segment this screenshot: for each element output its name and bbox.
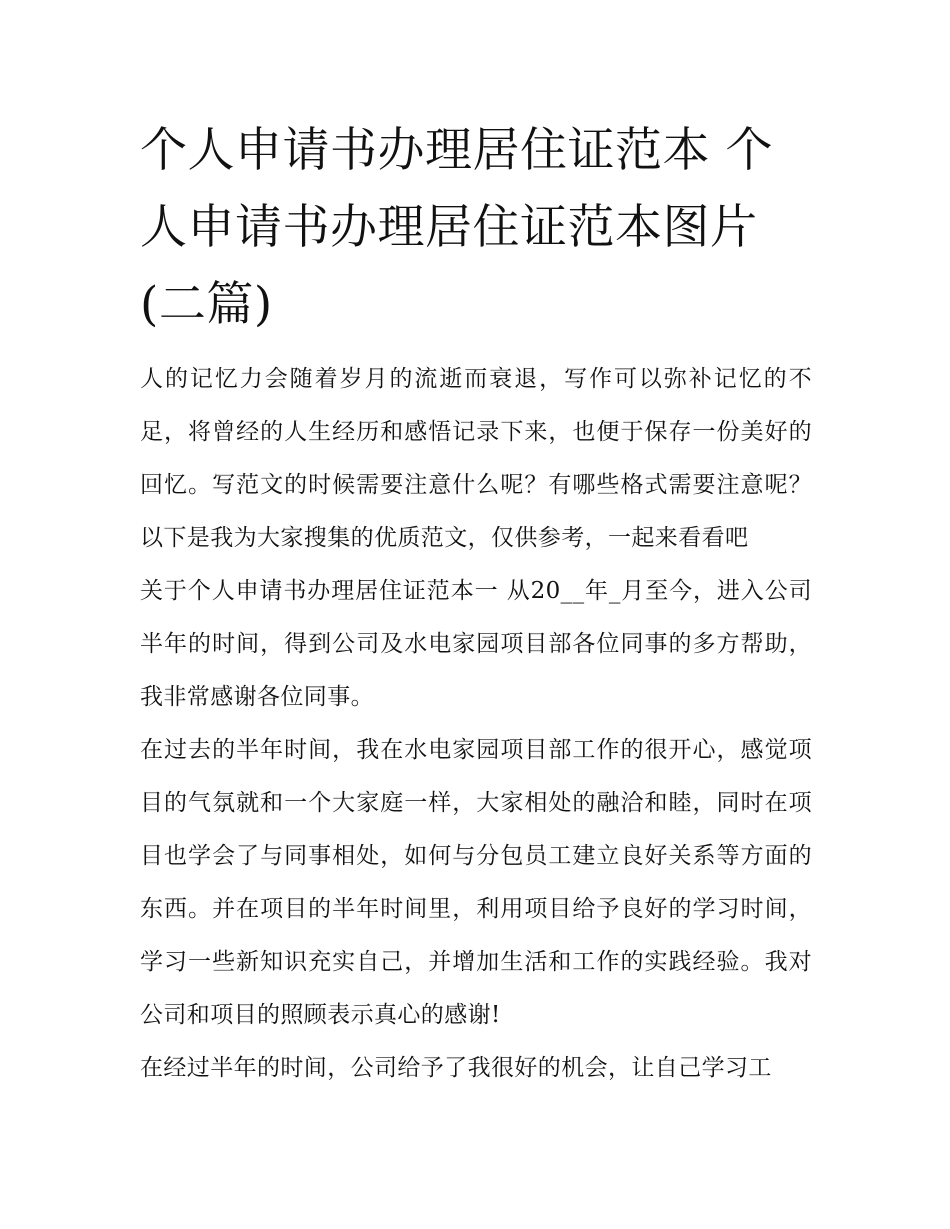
paragraph-3: 在经过半年的时间，公司给予了我很好的机会，让自己学习工 (140, 1055, 772, 1081)
paragraph-2: 在过去的半年时间，我在水电家园项目部工作的很开心，感觉项目的气氛就和一个大家庭一样，大家相处的融洽和睦，同时在项目也学会了与同事相处，如何与分包员工建立良好关系等方面的东西。并在项目的半年时间里，利用项目给予良好的学习时间，学习一些新知识充实自己，并增加生活和工作的实践经验。我对公司和项目的照顾表示真心的感谢! (140, 737, 812, 1028)
paragraph-intro: 人的记忆力会随着岁月的流逝而衰退，写作可以弥补记忆的不足，将曾经的人生经历和感悟记录下来，也便于保存一份美好的回忆。写范文的时候需要注意什么呢？有哪些格式需要注意呢？以下是我为大家搜集的优质范文，仅供参考，一起来看看吧 (140, 366, 812, 551)
paragraph-1: 关于个人申请书办理居住证范本一 从20__年_月至今，进入公司半年的时间，得到公司及水电家园项目部各位同事的多方帮助，我非常感谢各位同事。 (140, 578, 812, 710)
document-body (140, 353, 812, 1095)
document-title: 个人申请书办理居住证范本 个人申请书办理居住证范本图片(二篇) (140, 123, 773, 332)
document-page (140, 112, 812, 1095)
